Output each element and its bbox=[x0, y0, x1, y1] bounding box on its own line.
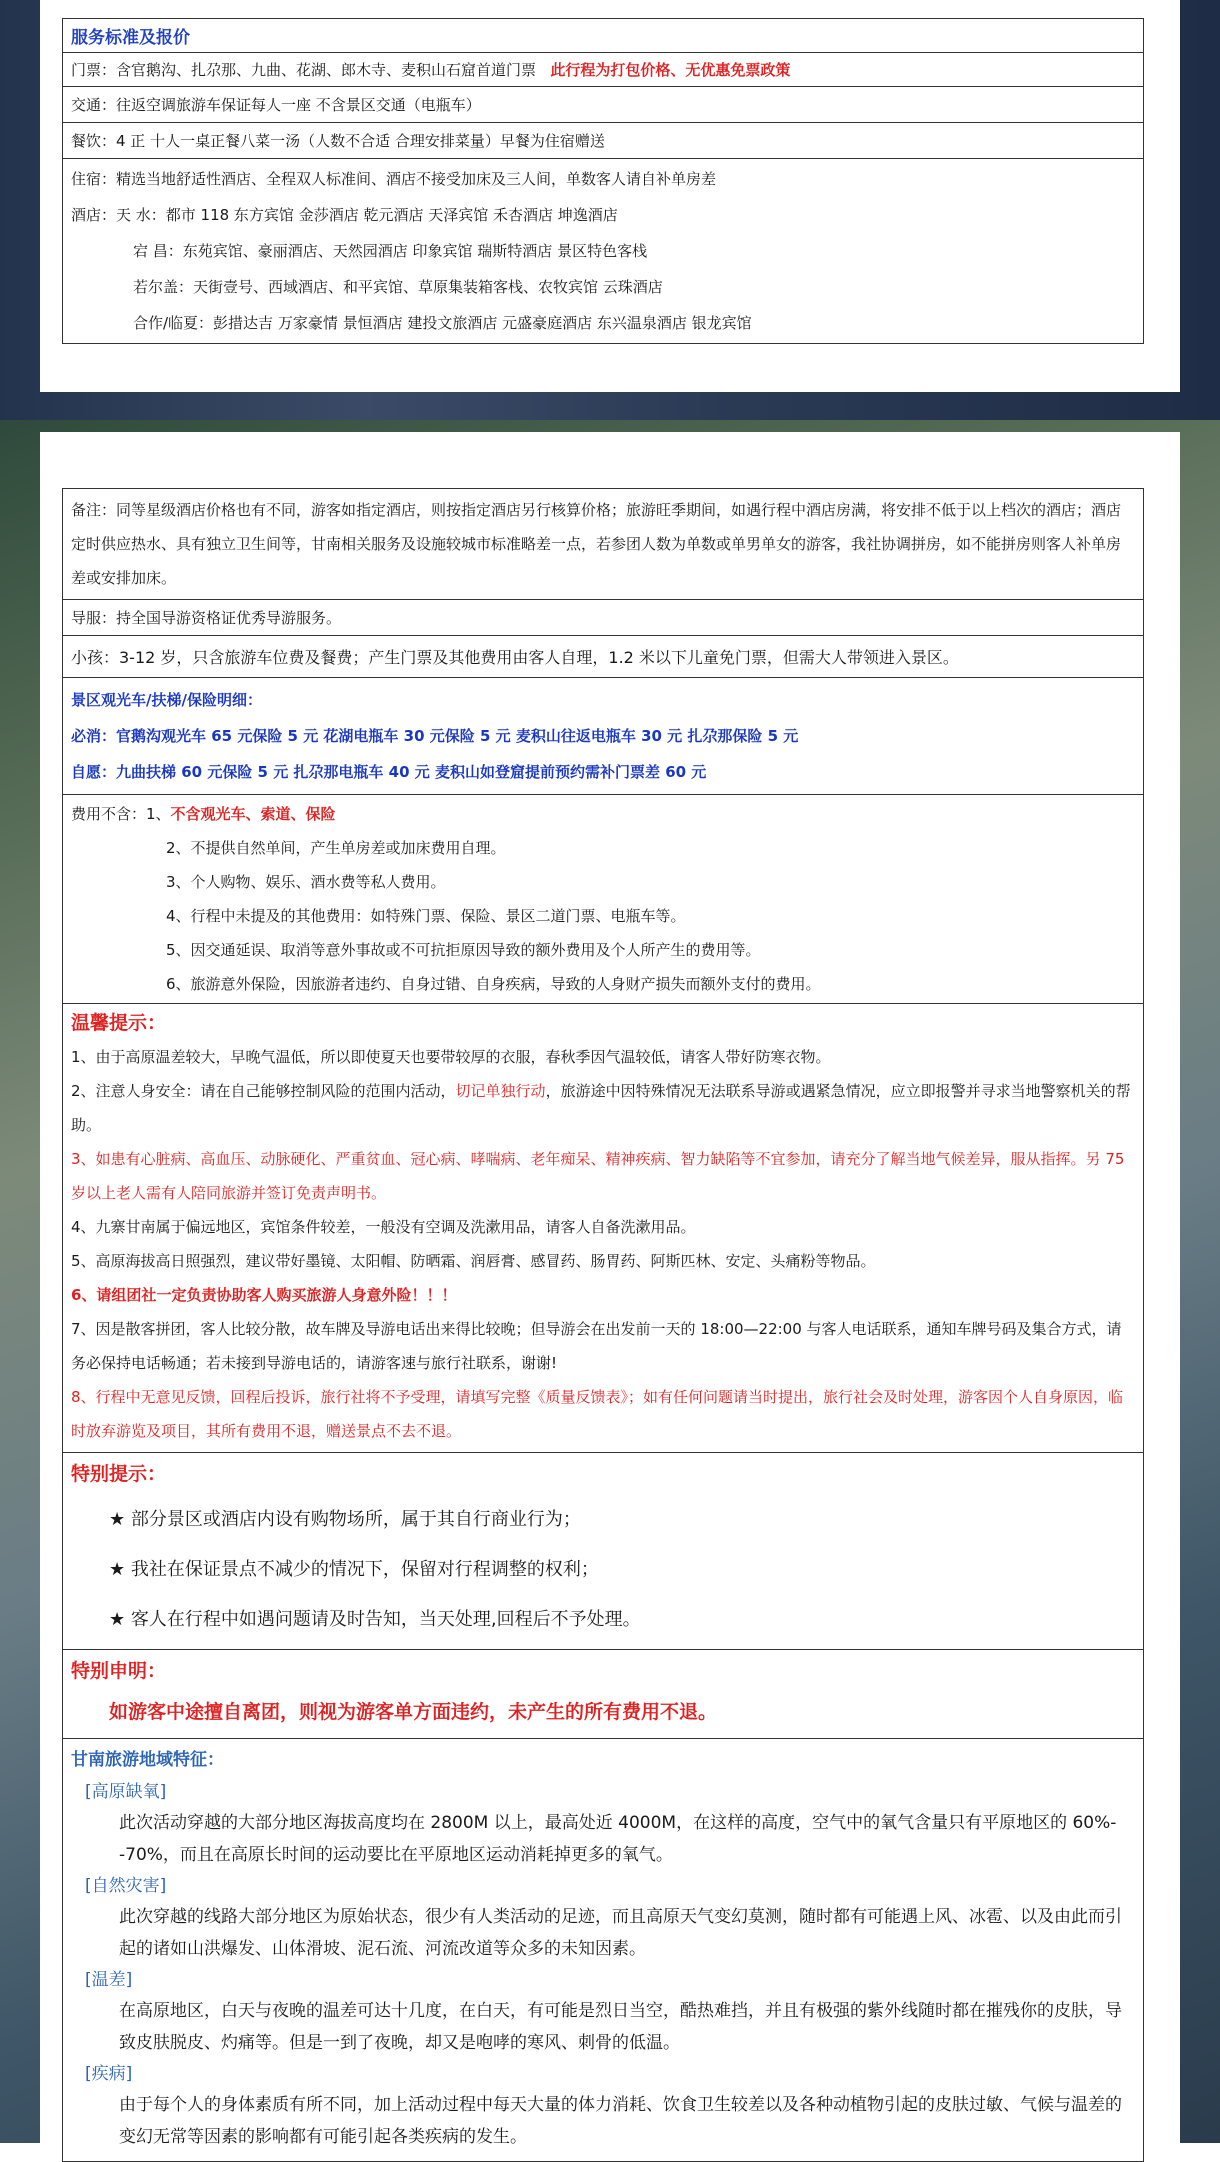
guide-row: 导服：持全国导游资格证优秀导游服务。 bbox=[63, 600, 1144, 636]
shuttle-required: 必消：官鹅沟观光车 65 元保险 5 元 花湖电瓶车 30 元保险 5 元 麦积山往返电瓶车 30 元 扎尕那保险 5 元 bbox=[71, 727, 799, 745]
statement-text: 如游客中途擅自离团，则视为游客单方面违约，未产生的所有费用不退。 bbox=[109, 1701, 718, 1723]
region-tag: [高原缺氧] bbox=[85, 1782, 167, 1802]
special-tips-row: 特别提示： ★ 部分景区或酒店内设有购物场所，属于其自行商业行为； ★ 我社在保证景点不减少的情况下，保留对行程调整的权利； ★ 客人在行程中如遇问题请及时告知，当天处理,回程后不予处理。 bbox=[63, 1453, 1144, 1650]
hotel-line: 合作/临夏：彭措达吉 万家豪情 景恒酒店 建投文旅酒店 元盛豪庭酒店 东兴温泉酒店 银龙宾馆 bbox=[133, 314, 752, 332]
region-tag: [自然灾害] bbox=[85, 1876, 167, 1896]
fee-item: 3、个人购物、娱乐、酒水费等私人费用。 bbox=[166, 873, 446, 891]
region-tag: [温差] bbox=[85, 1970, 133, 1990]
fee-item: 5、因交通延误、取消等意外事故或不可抗拒原因导致的额外费用及个人所产生的费用等。 bbox=[166, 941, 761, 959]
region-text: 由于每个人的身体素质有所不同，加上活动过程中每天大量的体力消耗、饮食卫生较差以及各种动植物引起的皮肤过敏、气候与温差的变幻无常等因素的影响都有可能引起各类疾病的发生。 bbox=[119, 2095, 1122, 2147]
statement-row: 特别申明： 如游客中途擅自离团，则视为游客单方面违约，未产生的所有费用不退。 bbox=[63, 1650, 1144, 1739]
meals-row: 餐饮：4 正 十人一桌正餐八菜一汤（人数不合适 合理安排菜量）早餐为住宿赠送 bbox=[63, 123, 1144, 159]
tickets-note: 此行程为打包价格、无优惠免票政策 bbox=[550, 61, 791, 79]
region-text: 在高原地区，白天与夜晚的温差可达十几度，在白天，有可能是烈日当空，酷热难挡，并且有极强的紫外线随时都在摧残你的皮肤，导致皮肤脱皮、灼痛等。但是一到了夜晚，却又是咆哮的寒风、刺骨的低温。 bbox=[119, 2001, 1122, 2053]
region-row: 甘南旅游地域特征： [高原缺氧] 此次活动穿越的大部分地区海拔高度均在 2800M 以上，最高处近 4000M，在这样的高度，空气中的氧气含量只有平原地区的 60%--70%，而且在高原长时间的运动要比在平原地区运动消耗掉更多的氧气。 [自然灾害] 此次穿越的线路大部分地区为原始状态，很少有人类活动的足迹，而且高原天气变幻莫测，随时都有可能遇上风、冰雹、以及由此而引起的诸如山洪爆发、山体滑坡、泥石流、河流改道等众多的未知因素。 [温差] 在高原地区，白天与夜晚的温差可达十几度，在白天，有可能是烈日当空，酷热难挡，并且有极强的紫外线随时都在摧残你的皮肤，导致皮肤脱皮、灼痛等。但是一到了夜晚，却又是咆哮的寒风、刺骨的低温。 [疾病] 由于每个人的身体素质有所不同，加上活动过程中每天大量的体力消耗、饮食卫生较差以及各种动植物引起的皮肤过敏、气候与温差的变幻无常等因素的影响都有可能引起各类疾病的发生。 bbox=[63, 1739, 1144, 2162]
hotel-line: 酒店：天 水：都市 118 东方宾馆 金莎酒店 乾元酒店 天泽宾馆 禾杏酒店 坤逸酒店 bbox=[71, 206, 618, 224]
fee-item: 2、不提供自然单间，产生单房差或加床费用自理。 bbox=[166, 839, 506, 857]
special-item: ★ 我社在保证景点不减少的情况下，保留对行程调整的权利； bbox=[109, 1559, 599, 1580]
service-table bbox=[62, 18, 1144, 344]
tips-row: 温馨提示： 1、由于高原温差较大，早晚气温低，所以即使夏天也要带较厚的衣服，春秋季因气温较低，请客人带好防寒衣物。 2、注意人身安全：请在自己能够控制风险的范围内活动，切记单独行动，旅游途中因特殊情况无法联系导游或遇紧急情况，应立即报警并寻求当地警察机关的帮助。 3、如患有心脏病、高血压、动脉硬化、严重贫血、冠心病、哮喘病、老年痴呆、精神疾病、智力缺陷等不宜参加，请充分了解当地气候差异，服从指挥。另 75 岁以上老人需有人陪同旅游并签订免责声明书。 4、九寨甘南属于偏远地区，宾馆条件较差，一般没有空调及洗漱用品，请客人自备洗漱用品。 5、高原海拔高日照强烈，建议带好墨镜、太阳帽、防晒霜、润唇膏、感冒药、肠胃药、阿斯匹林、安定、头痛粉等物品。 6、请组团社一定负责协助客人购买旅游人身意外险！！！ 7、因是散客拼团，客人比较分散，故车牌及导游电话出来得比较晚；但导游会在出发前一天的 18:00—22:00 与客人电话联系，通知车牌号码及集合方式，请务必保持电话畅通；若未接到导游电话的，请游客速与旅行社联系，谢谢! 8、行程中无意见反馈，回程后投诉，旅行社将不予受理，请填写完整《质量反馈表》；如有任何问题请当时提出，旅行社会及时处理，游客因个人自身原因，临时放弃游览及项目，其所有费用不退，赠送景点不去不退。 bbox=[63, 1004, 1144, 1453]
shuttle-row: 景区观光车/扶梯/保险明细： 必消：官鹅沟观光车 65 元保险 5 元 花湖电瓶车 30 元保险 5 元 麦积山往返电瓶车 30 元 扎尕那保险 5 元 自愿：九曲扶梯 60 元保险 5 元 扎尕那电瓶车 40 元 麦积山如登窟提前预约需补门票差 60 元 bbox=[63, 678, 1144, 795]
special-item: ★ 客人在行程中如遇问题请及时告知，当天处理,回程后不予处理。 bbox=[109, 1609, 641, 1630]
special-item: ★ 部分景区或酒店内设有购物场所，属于其自行商业行为； bbox=[109, 1509, 581, 1530]
fee-item: 4、行程中未提及的其他费用：如特殊门票、保险、景区二道门票、电瓶车等。 bbox=[166, 907, 686, 925]
region-text: 此次穿越的线路大部分地区为原始状态，很少有人类活动的足迹，而且高原天气变幻莫测，随时都有可能遇上风、冰雹、以及由此而引起的诸如山洪爆发、山体滑坡、泥石流、河流改道等众多的未知因素。 bbox=[119, 1907, 1122, 1959]
kids-row: 小孩：3-12 岁，只含旅游车位费及餐费；产生门票及其他费用由客人自理，1.2 米以下儿童免门票，但需大人带领进入景区。 bbox=[63, 636, 1144, 678]
region-text: 此次活动穿越的大部分地区海拔高度均在 2800M 以上，最高处近 4000M，在这样的高度，空气中的氧气含量只有平原地区的 60%--70%，而且在高原长时间的运动要比在平原地区运动消耗掉更多的氧气。 bbox=[119, 1813, 1117, 1865]
hotel-line: 宕 昌：东苑宾馆、豪丽酒店、天然园酒店 印象宾馆 瑞斯特酒店 景区特色客栈 bbox=[133, 242, 648, 260]
fee-item: 6、旅游意外保险，因旅游者违约、自身过错、自身疾病，导致的人身财产损失而额外支付的费用。 bbox=[166, 975, 821, 993]
shuttle-optional: 自愿：九曲扶梯 60 元保险 5 元 扎尕那电瓶车 40 元 麦积山如登窟提前预约需补门票差 60 元 bbox=[71, 763, 707, 781]
hotel-line: 若尔盖：天街壹号、西域酒店、和平宾馆、草原集装箱客栈、农牧宾馆 云珠酒店 bbox=[133, 278, 663, 296]
tickets-row: 门票：含官鹅沟、扎尕那、九曲、花湖、郎木寺、麦积山石窟首道门票 此行程为打包价格、无优惠免票政策 bbox=[63, 53, 1144, 87]
fee-exclusions-row: 费用不含：1、不含观光车、索道、保险 2、不提供自然单间，产生单房差或加床费用自理。 3、个人购物、娱乐、酒水费等私人费用。 4、行程中未提及的其他费用：如特殊门票、保险、景区二道门票、电瓶车等。 5、因交通延误、取消等意外事故或不可抗拒原因导致的额外费用及个人所产生的费用等。 6、旅游意外保险，因旅游者违约、自身过错、自身疾病，导致的人身财产损失而额外支付的费用。 bbox=[63, 795, 1144, 1004]
service-heading: 服务标准及报价 bbox=[63, 19, 1144, 53]
notes-table bbox=[62, 488, 1144, 2162]
remark-row: 备注：同等星级酒店价格也有不同，游客如指定酒店，则按指定酒店另行核算价格；旅游旺季期间，如遇行程中酒店房满，将安排不低于以上档次的酒店；酒店定时供应热水、具有独立卫生间等，甘南相关服务及设施较城市标准略差一点，若参团人数为单数或单男单女的游客，我社协调拼房，如不能拼房则客人补单房差或安排加床。 bbox=[63, 489, 1144, 600]
region-tag: [疾病] bbox=[85, 2064, 133, 2084]
tips-heading: 温馨提示： bbox=[71, 1012, 167, 1034]
transport-row: 交通：往返空调旅游车保证每人一座 不含景区交通（电瓶车） bbox=[63, 87, 1144, 123]
lodging-row: 住宿：精选当地舒适性酒店、全程双人标准间、酒店不接受加床及三人间，单数客人请自补单房差 酒店：天 水：都市 118 东方宾馆 金莎酒店 乾元酒店 天泽宾馆 禾杏酒店 坤逸酒店 宕 昌：东苑宾馆、豪丽酒店、天然园酒店 印象宾馆 瑞斯特酒店 景区特色客栈 若尔盖：天街壹号、西域酒店、和平宾馆、草原集装箱客栈、农牧宾馆 云珠酒店 合作/临夏：彭措达吉 万家豪情 景恒酒店 建投文旅酒店 元盛豪庭酒店 东兴温泉酒店 银龙宾馆 bbox=[63, 159, 1144, 344]
